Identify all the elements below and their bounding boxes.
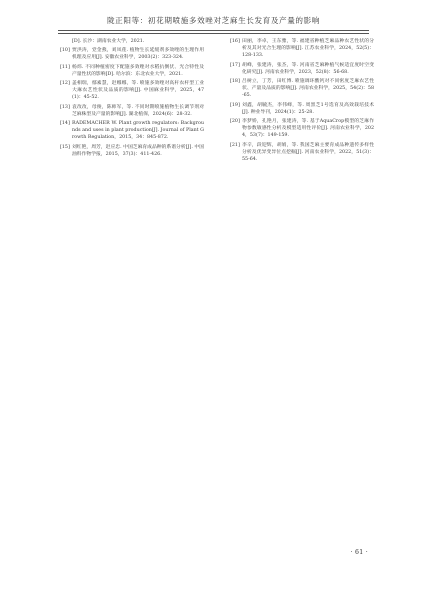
reference-text: 刘鑫，胡毓杰，李伟峰，等. 周黑芝1号选育及高效栽培技术[J]. 种业导刊，2024(1)：25-28. <box>242 102 374 115</box>
reference-entry <box>230 38 374 60</box>
reference-entry <box>230 102 374 116</box>
reference-text: 胡峰，张建涛，张杰，等. 河南省芝麻种植气候适宜度时空变化研究[J]. 河南农业科学，2023，52(8)：56-68. <box>242 62 374 75</box>
reference-number: [19] <box>230 102 240 108</box>
reference-number: [16] <box>230 39 240 44</box>
header-rule-top <box>58 30 369 31</box>
reference-entry <box>60 47 204 61</box>
reference-text: 李辛，段迎辉，胡娟，等. 我国芝麻主要育成品种遗传多样性分析及优异变异位点挖掘[J]. 河南农业科学，2022，51(3)：55-64. <box>242 142 374 163</box>
reference-number: [15] <box>60 144 70 150</box>
reference-entry <box>230 118 374 140</box>
reference-number: [13] <box>60 104 70 110</box>
reference-text: 刘红艳，周芳，赵应忠. 中国芝麻育成品种的系谱分析[J]. 中国油料作物学报，2015，37(3)：411-426. <box>72 144 204 157</box>
reference-entry <box>60 144 204 158</box>
header-rule-bottom <box>58 33 369 34</box>
reference-entry <box>230 142 374 164</box>
page-number: · 61 · <box>350 549 368 556</box>
reference-text: 李梦娇，孔艳月，张建涛，等. 基于AquaCrop模型的芝麻作物参数敏感性分析及模型适用性评价[J]. 河南农业科学，2024，53(7)：149-159. <box>242 119 374 139</box>
reference-entry <box>60 38 204 45</box>
reference-number: [18] <box>230 79 240 85</box>
reference-number: [12] <box>60 81 70 87</box>
reference-text: [D]. 长沙：湖南农业大学，2021. <box>72 39 145 44</box>
reference-entry <box>60 120 204 142</box>
reference-text: 田丽，李卓，王东雅，等. 福建省种植芝麻品种农艺性状的分析及其对光合生理的影响[J]. 江苏农业科学，2024，52(5)：128-133. <box>242 39 374 59</box>
reference-text: RADEMACHER W. Plant growth regulators: Backgrounds and uses in plant production[J]. Journal of Plant Growth Regulation，2015，34：845-872. <box>72 121 204 141</box>
reference-number: [14] <box>60 121 70 127</box>
reference-number: [20] <box>230 119 240 125</box>
reference-entry <box>60 64 204 78</box>
reference-text: 杨炜. 不同种植密度下配施多效唑对水稻抗倒伏、光合特性及产量性状的影响[D]. 哈尔滨：东北农业大学，2021. <box>72 64 204 77</box>
reference-number: [11] <box>60 64 70 70</box>
reference-entry <box>60 104 204 118</box>
reference-entry <box>60 80 204 102</box>
reference-text: 贾洪涛，党金燕，刘凤莲. 植物生长延缓剂多效唑的生理作用机理及应用[J]. 安徽农业科学，2003(2)：323-324. <box>72 48 204 61</box>
references-right-column <box>230 38 374 165</box>
reference-text: 吕树立，丁芳，田红博. 喷施调环酸钙对不同密度芝麻农艺性状、产量及品质的影响[J]. 河南农业科学，2025，54(2)：58-65. <box>242 79 374 99</box>
reference-entry <box>230 62 374 76</box>
reference-text: 盖相瑞，鄢素慧，赵娜娜，等. 喷施多效唑对高秆农杆型工业大麻农艺性状及品质的影响[J]. 中国麻业科学，2025，47(1)：45-52. <box>72 81 204 101</box>
references-left-column <box>60 38 204 160</box>
running-header: 陇正阳等：初花期喷施多效唑对芝麻生长发育及产量的影响 <box>106 16 321 25</box>
reference-number: [10] <box>60 48 70 54</box>
reference-number: [21] <box>230 142 240 148</box>
reference-text: 袁改改，母俊，陈师军，等. 不同时期喷施植物生长调节剂对芝麻株型及产量的影响[J]. 湖北植保，2024(6)：28-32. <box>72 104 204 117</box>
reference-number: [17] <box>230 62 240 68</box>
reference-entry <box>230 78 374 100</box>
